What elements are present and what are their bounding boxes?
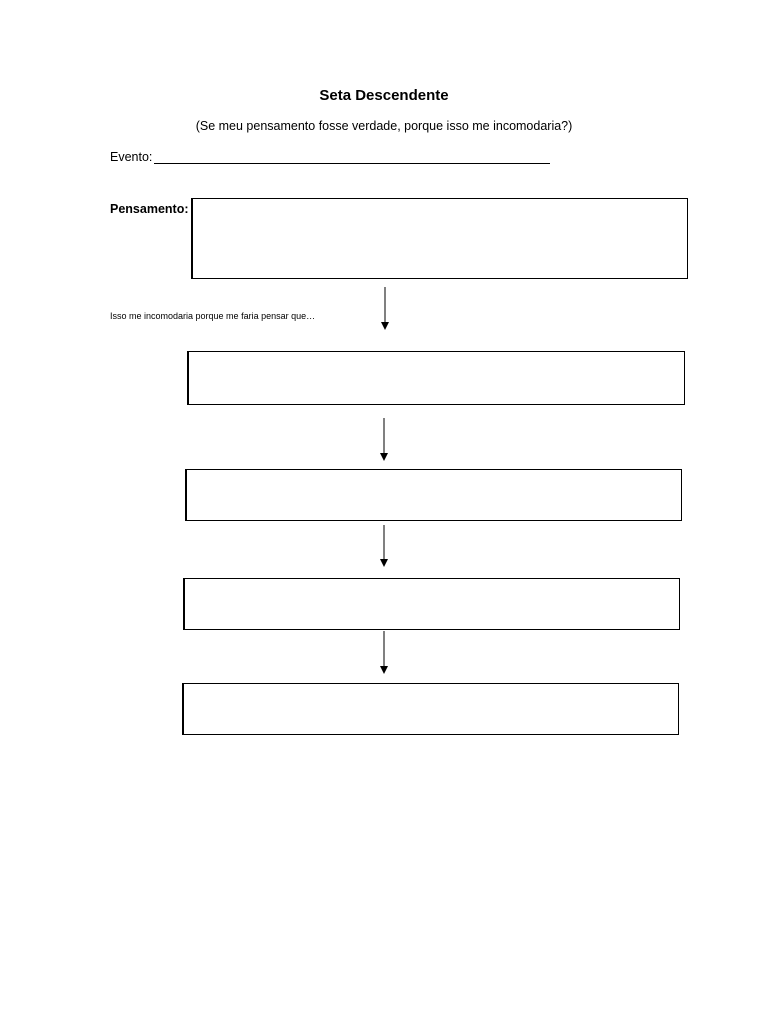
step-box-2[interactable] (185, 469, 682, 521)
evento-row (110, 146, 550, 164)
page-subtitle: (Se meu pensamento fosse verdade, porque isso me incomodaria?) (195, 119, 573, 133)
down-arrow-icon (378, 525, 390, 568)
down-arrow-icon (379, 287, 391, 331)
pensamento-label: Pensamento: (110, 202, 189, 216)
explanation-text: Isso me incomodaria porque me faria pensar que… (110, 311, 316, 321)
down-arrow-icon (378, 631, 390, 675)
page-title: Seta Descendente (319, 87, 449, 104)
step-box-3[interactable] (183, 578, 680, 630)
step-box-1[interactable] (187, 351, 685, 405)
thought-box[interactable] (191, 198, 688, 279)
step-box-4[interactable] (182, 683, 679, 735)
evento-label: Evento: (110, 150, 153, 164)
down-arrow-icon (378, 418, 390, 462)
evento-field[interactable] (154, 149, 550, 164)
